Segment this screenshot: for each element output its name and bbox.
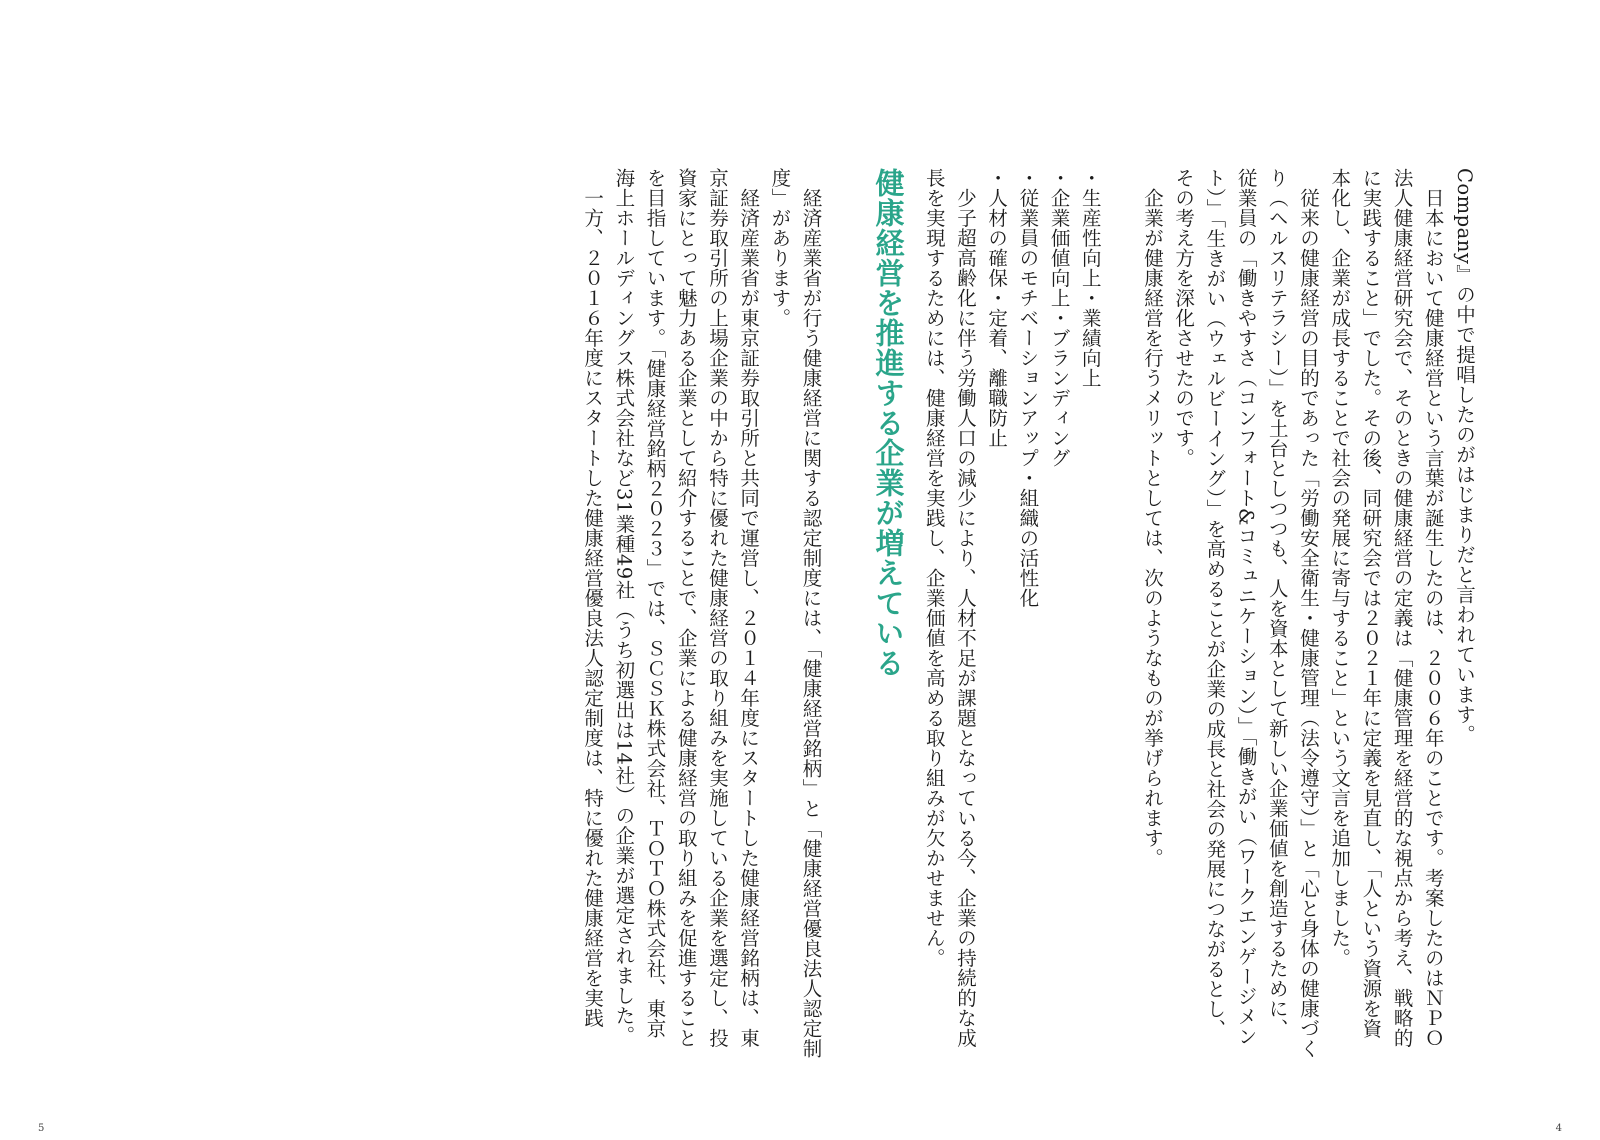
list-item-merit-retention: ・人材の確保・定着、離職防止 xyxy=(985,168,1009,448)
paragraph-merits-intro: 企業が健康経営を行うメリットとしては、次のようなものが挙げられます。 xyxy=(1140,187,1164,868)
vertical-text-body xyxy=(80,168,1480,1058)
list-item-merit-motivation: ・従業員のモチベーションアップ・組織の活性化 xyxy=(1016,168,1040,608)
section-heading: 健康経営を推進する企業が増えている xyxy=(871,168,906,678)
list-item-merit-branding: ・企業価値向上・ブランディング xyxy=(1047,168,1071,468)
page-number-right: 4 xyxy=(1555,1123,1562,1134)
paragraph-health-management-evolution: 従来の健康経営の目的であった「労働安全衛生・健康管理（法令遵守）」と「心と身体の健康づくり（ヘルスリテラシー）」を土台としつつも、人を資本として新しい企業価値を創造するために、従業員の「働きやすさ（コンフォート&コミュニケーション）」「働きがい（ワークエンゲージメント）」「生きがい（ウェルビーイング）」を高めることが企業の成長と社会の発展につながるとし、その考え方を深化させたのです。 xyxy=(1172,168,1320,1058)
paragraph-health-brand: 経済産業省が東京証券取引所と共同で運営し、２０１４年度にスタートした健康経営銘柄は、東京証券取引所の上場企業の中から特に優れた健康経営の取り組みを実施している企業を選定し、投資家にとって魅力ある企業として紹介することで、企業による健康経営の取り組みを促進することを目指しています。「健康経営銘柄２０２３」では、ＳＣＳＫ株式会社、ＴＯＴＯ株式会社、東京海上ホールディングス株式会社など31業種49社（うち初選出は14社）の企業が選定されました。 xyxy=(612,168,761,1048)
paragraph-labor-shortage: 少子超高齢化に伴う労働人口の減少により、人材不足が課題となっている今、企業の持続的な成長を実現するためには、健康経営を実践し、企業価値を高める取り組みが欠かせません。 xyxy=(922,168,977,1048)
paragraph-certification-systems: 経済産業省が行う健康経営に関する認定制度には、「健康経営銘柄」と「健康経営優良法人認定制度」があります。 xyxy=(768,168,823,1058)
page-number-left: 5 xyxy=(38,1123,45,1134)
list-item-merit-productivity: ・生産性向上・業績向上 xyxy=(1078,168,1102,388)
paragraph-certified-corporation: 一方、２０１６年度にスタートした健康経営優良法人認定制度は、特に優れた健康経営を実践 xyxy=(581,187,605,1028)
paragraph-company-origin: Company』の中で提唱したのがはじまりだと言われています。 xyxy=(1453,168,1476,745)
paragraph-health-management-origin: 日本において健康経営という言葉が誕生したのは、２００６年のことです。考案したのはＮＰＯ法人健康経営研究会で、そのときの健康経営の定義は「健康管理を経営的な視点から考え、戦略的に実践すること」でした。その後、同研究会では２０２１年に定義を見直し、「人という資源を資本化し、企業が成長することで社会の発展に寄与すること」という文言を追加しました。 xyxy=(1328,168,1445,1048)
